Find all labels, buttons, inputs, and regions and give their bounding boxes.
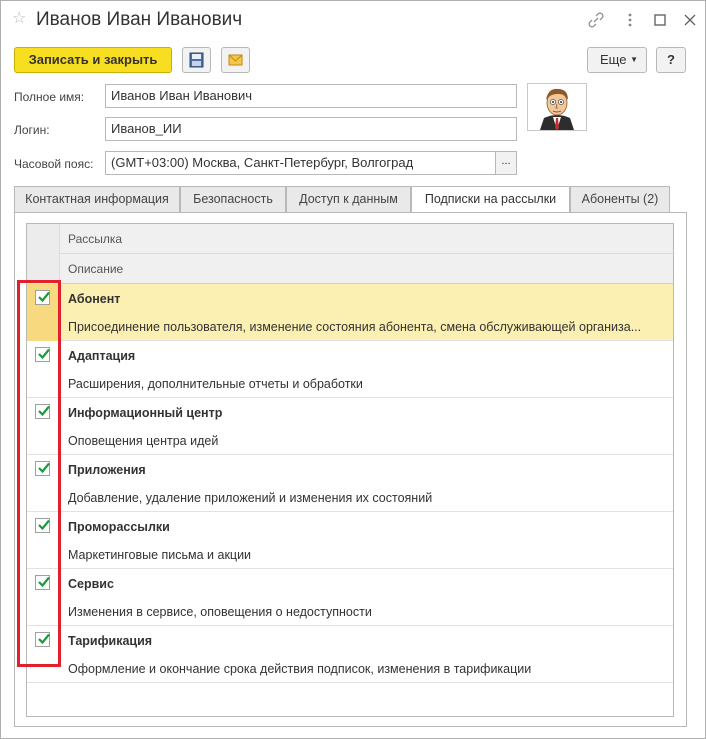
tab-contact-info[interactable]: Контактная информация bbox=[14, 186, 180, 212]
mailing-description: Присоединение пользователя, изменение состояния абонента, смена обслуживающей организа... bbox=[68, 320, 642, 334]
tab-subscribers[interactable]: Абоненты (2) bbox=[570, 186, 670, 212]
checkbox-cell bbox=[27, 341, 60, 398]
close-icon[interactable] bbox=[681, 11, 699, 29]
more-menu-button[interactable] bbox=[587, 47, 647, 73]
tab-data-access[interactable]: Доступ к данным bbox=[286, 186, 411, 212]
table-row[interactable] bbox=[27, 341, 673, 398]
login-label: Логин: bbox=[14, 123, 50, 137]
subscriptions-table bbox=[26, 223, 674, 717]
subscription-checkbox[interactable] bbox=[35, 518, 50, 533]
maximize-icon[interactable] bbox=[651, 11, 669, 29]
full-name-input[interactable]: Иванов Иван Иванович bbox=[105, 84, 517, 108]
envelope-icon bbox=[222, 48, 249, 72]
save-and-close-button[interactable]: Записать и закрыть bbox=[14, 47, 172, 73]
table-row[interactable] bbox=[27, 569, 673, 626]
floppy-disk-icon bbox=[183, 48, 210, 72]
send-email-button[interactable] bbox=[221, 47, 250, 73]
checkmark-icon bbox=[37, 347, 51, 361]
checkmark-icon bbox=[37, 404, 51, 418]
mailing-description: Оформление и окончание срока действия подписок, изменения в тарификации bbox=[68, 662, 532, 676]
mailing-name: Абонент bbox=[68, 292, 121, 306]
checkbox-cell bbox=[27, 626, 60, 683]
checkmark-icon bbox=[37, 461, 51, 475]
subscription-checkbox[interactable] bbox=[35, 404, 50, 419]
table-row[interactable] bbox=[27, 284, 673, 341]
checkbox-cell bbox=[27, 284, 60, 341]
checkbox-cell bbox=[27, 569, 60, 626]
checkbox-cell bbox=[27, 512, 60, 569]
mailing-name: Адаптация bbox=[68, 349, 136, 363]
more-menu-label: Еще bbox=[600, 52, 627, 67]
table-header bbox=[27, 224, 673, 284]
user-avatar-icon bbox=[528, 84, 586, 130]
table-row[interactable] bbox=[27, 455, 673, 512]
checkbox-column-header bbox=[27, 224, 60, 284]
subscription-checkbox[interactable] bbox=[35, 461, 50, 476]
login-input[interactable]: Иванов_ИИ bbox=[105, 117, 517, 141]
more-vertical-icon[interactable] bbox=[621, 11, 639, 29]
title-bar bbox=[1, 1, 705, 39]
star-icon[interactable]: ☆ bbox=[12, 10, 27, 27]
mailing-name: Тарификация bbox=[68, 634, 153, 648]
timezone-label: Часовой пояс: bbox=[14, 157, 94, 171]
checkmark-icon bbox=[37, 632, 51, 646]
timezone-select-button[interactable]: ... bbox=[495, 151, 517, 175]
column-header-description[interactable]: Описание bbox=[60, 254, 673, 284]
subscription-checkbox[interactable] bbox=[35, 632, 50, 647]
save-button[interactable] bbox=[182, 47, 211, 73]
mailing-description: Добавление, удаление приложений и изменения их состояний bbox=[68, 491, 433, 505]
checkmark-icon bbox=[37, 290, 51, 304]
mailing-name: Информационный центр bbox=[68, 406, 223, 420]
command-bar bbox=[1, 47, 705, 75]
table-row[interactable] bbox=[27, 398, 673, 455]
mailing-description: Изменения в сервисе, оповещения о недоступности bbox=[68, 605, 372, 619]
timezone-input[interactable]: (GMT+03:00) Москва, Санкт-Петербург, Волгоград bbox=[105, 151, 496, 175]
table-row[interactable] bbox=[27, 626, 673, 683]
subscription-checkbox[interactable] bbox=[35, 347, 50, 362]
mailing-name: Приложения bbox=[68, 463, 146, 477]
checkmark-icon bbox=[37, 518, 51, 532]
tab-mailing-subscriptions[interactable]: Подписки на рассылки bbox=[411, 186, 570, 213]
avatar[interactable] bbox=[527, 83, 587, 131]
full-name-label: Полное имя: bbox=[14, 90, 85, 104]
table-row[interactable] bbox=[27, 512, 673, 569]
link-icon[interactable] bbox=[587, 11, 605, 29]
subscription-checkbox[interactable] bbox=[35, 575, 50, 590]
checkbox-cell bbox=[27, 455, 60, 512]
column-header-mailing[interactable]: Рассылка bbox=[60, 224, 673, 254]
tab-strip bbox=[14, 186, 694, 212]
chevron-down-icon: ▼ bbox=[630, 55, 638, 64]
window-title: Иванов Иван Иванович bbox=[36, 9, 243, 30]
mailing-description: Маркетинговые письма и акции bbox=[68, 548, 252, 562]
help-button[interactable]: ? bbox=[656, 47, 686, 73]
mailing-description: Оповещения центра идей bbox=[68, 434, 219, 448]
checkbox-cell bbox=[27, 398, 60, 455]
mailing-description: Расширения, дополнительные отчеты и обработки bbox=[68, 377, 363, 391]
mailing-name: Проморассылки bbox=[68, 520, 170, 534]
mailing-name: Сервис bbox=[68, 577, 114, 591]
subscription-checkbox[interactable] bbox=[35, 290, 50, 305]
checkmark-icon bbox=[37, 575, 51, 589]
tab-security[interactable]: Безопасность bbox=[180, 186, 286, 212]
